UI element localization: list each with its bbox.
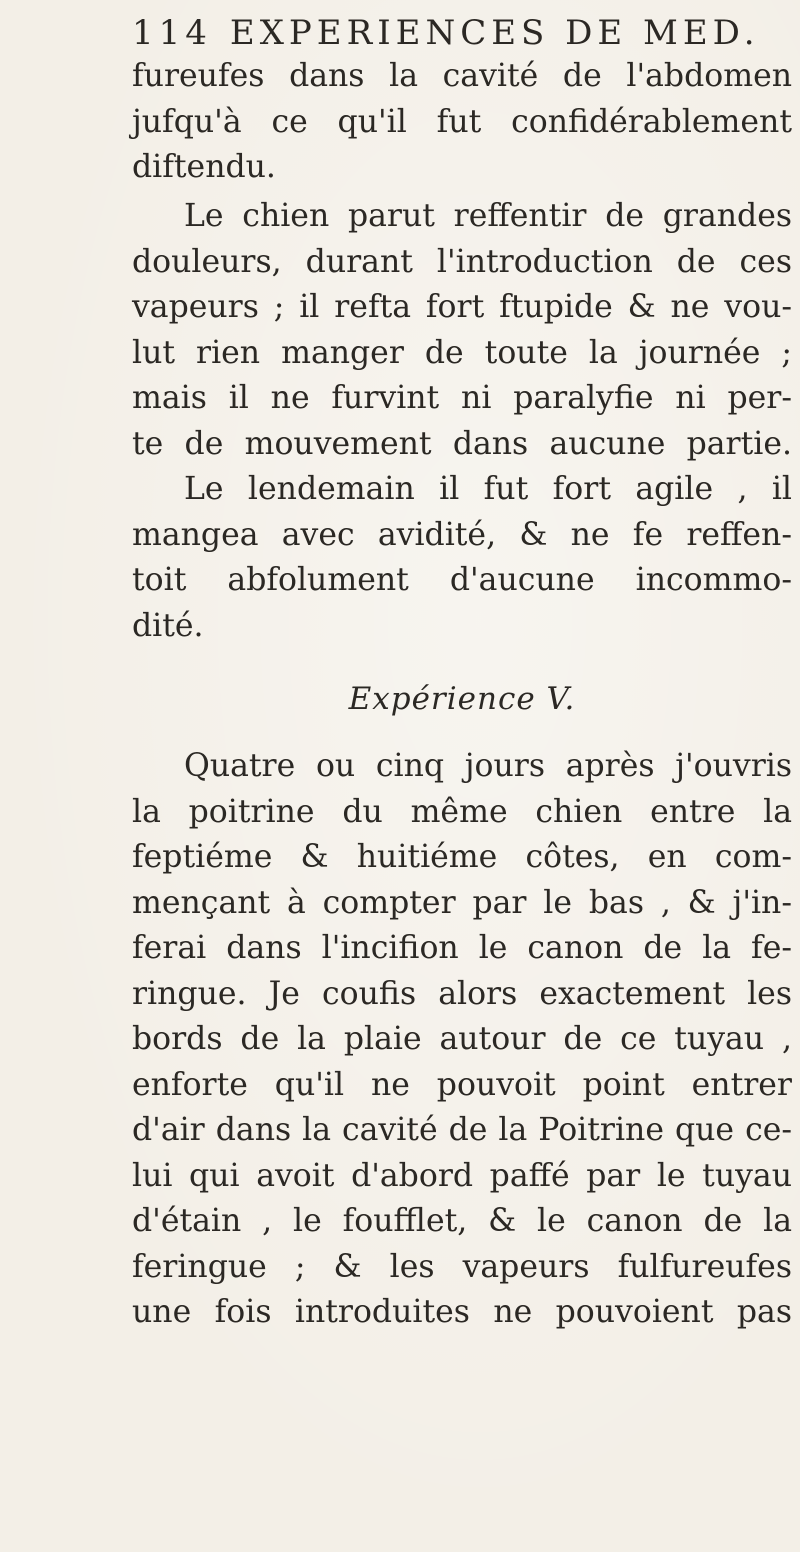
paragraph-experiment-five [132, 744, 792, 1336]
text-line: lui qui avoit d'abord paffé par le tuyau [132, 1157, 792, 1194]
text-line: mais il ne furvint ni paralyfie ni per- [132, 380, 792, 416]
page-number: 114 [132, 13, 212, 53]
text-line: d'étain , le foufflet, & le canon de la [132, 1203, 792, 1239]
text-line: d'air dans la cavité de la Poitrine que ce- [132, 1112, 792, 1148]
text-line: mençant à compter par le bas , & j'in- [132, 884, 792, 921]
paragraph-dog-reaction [132, 194, 792, 649]
text-line: Le lendemain il fut fort agile , il [184, 471, 792, 507]
text-line: jufqu'à ce qu'il fut confidérablement [132, 103, 792, 140]
text-line: diftendu. [132, 149, 276, 185]
text-line: ferai dans l'incifion le canon de la fe- [132, 930, 792, 966]
paragraph-continuation [132, 54, 792, 191]
text-line: enforte qu'il ne pouvoit point entrer [132, 1066, 792, 1103]
text-line: te de mouvement dans aucune partie. [132, 425, 792, 462]
section-heading: Expérience V. [348, 681, 576, 717]
text-line: lut rien manger de toute la journée ; [132, 334, 792, 371]
text-line: fureufes dans la cavité de l'abdomen [132, 58, 792, 94]
text-line: feptiéme & huitiéme côtes, en com- [132, 839, 792, 875]
text-line: une fois introduites ne pouvoient pas [132, 1294, 792, 1330]
text-line: dité. [132, 607, 204, 644]
text-line: mangea avec avidité, & ne fe reffen- [132, 516, 792, 553]
text-line: ringue. Je coufis alors exactement les [132, 975, 792, 1012]
text-line: la poitrine du même chien entre la [132, 793, 792, 830]
text-line: toit abfolument d'aucune incommo- [132, 562, 792, 598]
running-header [132, 10, 772, 56]
text-line: feringue ; & les vapeurs fulfureufes [132, 1248, 792, 1285]
text-line: Quatre ou cinq jours après j'ouvris [184, 748, 792, 784]
text-line: Le chien parut reffentir de grandes [184, 198, 792, 234]
text-line: douleurs, durant l'introduction de ces [132, 243, 792, 280]
text-line: vapeurs ; il refta fort ftupide & ne vou- [132, 289, 792, 325]
running-title: EXPERIENCES DE MED. [229, 13, 760, 53]
text-line: bords de la plaie autour de ce tuyau , [132, 1021, 792, 1057]
